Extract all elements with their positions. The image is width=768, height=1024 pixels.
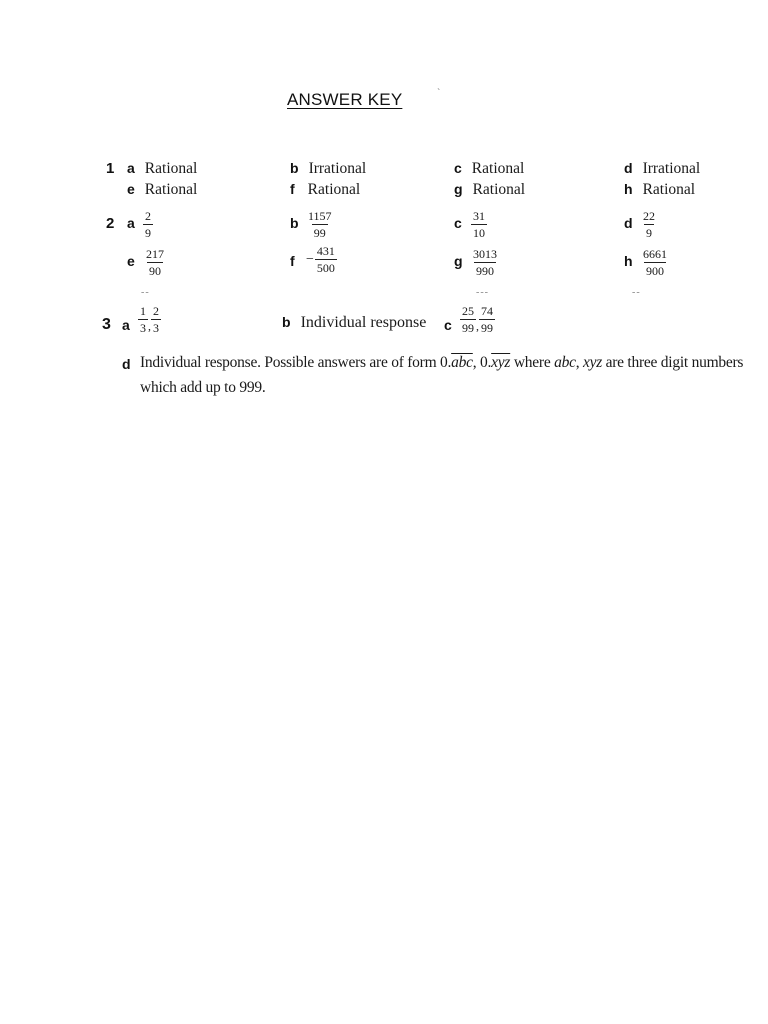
text-segment: where: [510, 354, 555, 371]
fraction: [641, 248, 669, 277]
q2-label-b: b: [290, 215, 299, 231]
q3-item-b: [282, 314, 426, 332]
fraction: [471, 210, 487, 239]
q3-answer-d-line1: [140, 354, 743, 372]
q2-answer-b: [306, 207, 334, 239]
q1-item-c: [454, 160, 524, 178]
fraction: [144, 248, 166, 277]
q3-label-a: a: [122, 317, 130, 333]
q2-answer-c: [471, 207, 487, 239]
denominator: 500: [316, 261, 335, 275]
numerator: 74: [481, 304, 493, 318]
q3-answer-d-line2: which add up to 999.: [140, 379, 266, 396]
repeating-digits: $\overline{abc}$: [451, 354, 473, 371]
denominator: 90: [149, 264, 161, 278]
q2-answer-e: [144, 245, 166, 277]
q1-label-g: g: [454, 181, 463, 197]
q2-label-g: g: [454, 253, 463, 269]
q2-label-c: c: [454, 215, 462, 231]
fraction: [471, 248, 499, 277]
fraction: [138, 305, 148, 334]
denominator: 10: [473, 226, 485, 240]
q2-answer-h: [641, 245, 669, 277]
q1-answer-b: Irrational: [308, 160, 367, 177]
q2-label-a: a: [127, 215, 135, 231]
q2-answer-d: [641, 207, 657, 239]
numerator: 2: [153, 304, 159, 318]
numerator: 25: [462, 304, 474, 318]
q1-label-h: h: [624, 181, 633, 197]
minus-sign: −: [306, 251, 314, 267]
q1-label-b: b: [290, 160, 299, 176]
q1-answer-c: Rational: [471, 160, 525, 177]
q1-answer-a: Rational: [144, 160, 198, 177]
q3-answer-c: [460, 305, 495, 334]
scan-artifact: ---: [476, 287, 489, 298]
q2-label-h: h: [624, 253, 633, 269]
q3-answer-b: Individual response: [300, 314, 427, 331]
q2-answer-a: [143, 207, 153, 239]
text-segment: Individual response. Possible answers are of form 0.: [140, 354, 452, 371]
numerator: 6661: [643, 247, 667, 261]
variable: abc: [554, 354, 576, 371]
numerator: 431: [316, 244, 335, 258]
q1-label-d: d: [624, 160, 633, 176]
denominator: 900: [646, 264, 664, 278]
fraction: [306, 210, 334, 239]
denominator: 99: [462, 321, 474, 335]
q1-label-f: f: [290, 181, 295, 197]
q2-label-e: e: [127, 253, 135, 269]
q2-label-d: d: [624, 215, 633, 231]
denominator: 9: [646, 226, 652, 240]
q3-label-d: d: [122, 356, 131, 372]
denominator: 99: [313, 226, 326, 240]
denominator: 99: [481, 321, 493, 335]
q1-answer-e: Rational: [144, 181, 198, 198]
denominator: 3: [140, 321, 146, 335]
q1-label-e: e: [127, 181, 135, 197]
q1-item-h: [624, 181, 695, 199]
fraction: [479, 305, 495, 334]
denominator: 9: [145, 226, 151, 240]
numerator: 3013: [473, 247, 497, 261]
q3-answer-a: [138, 305, 161, 334]
q1-item-a: [127, 160, 197, 178]
q1-item-f: [290, 181, 360, 199]
numerator: 1: [140, 304, 146, 318]
q1-label-c: c: [454, 160, 462, 176]
fraction: [641, 210, 657, 239]
q1-answer-d: Irrational: [642, 160, 701, 177]
page-title: ANSWER KEY: [287, 90, 403, 109]
separator: ,: [476, 319, 479, 333]
fraction: [460, 305, 476, 334]
question-2-number: 2: [106, 215, 115, 232]
fraction: [315, 245, 337, 274]
numerator: 22: [643, 209, 655, 223]
q2-label-f: f: [290, 253, 295, 269]
numerator: 1157: [308, 209, 332, 223]
q1-item-d: [624, 160, 700, 178]
fraction: [151, 305, 161, 334]
q1-answer-h: Rational: [642, 181, 696, 198]
q1-item-g: [454, 181, 525, 199]
stray-mark: `: [437, 88, 441, 99]
q2-answer-g: [471, 245, 499, 277]
q1-item-b: [290, 160, 366, 178]
question-3-number: 3: [102, 316, 111, 333]
q1-label-a: a: [127, 160, 135, 176]
q1-item-e: [127, 181, 197, 199]
q1-answer-f: Rational: [307, 181, 361, 198]
denominator: 990: [476, 264, 494, 278]
variable: xyz: [582, 354, 603, 371]
q3-label-c: c: [444, 317, 452, 333]
numerator: 2: [145, 209, 151, 223]
numerator: 31: [473, 209, 485, 223]
q3-label-b: b: [282, 314, 291, 330]
scan-artifact: --: [632, 287, 641, 298]
q2-answer-f: [306, 245, 337, 274]
text-segment: , 0.: [472, 354, 492, 371]
q1-answer-g: Rational: [472, 181, 526, 198]
denominator: 3: [153, 321, 159, 335]
text-segment: are three digit numbers: [602, 354, 744, 371]
numerator: 217: [146, 247, 164, 261]
text-segment: ,: [575, 354, 583, 371]
repeating-digits: $\overline{xyz}$: [491, 354, 511, 371]
separator: ,: [148, 319, 151, 333]
scan-artifact: --: [141, 287, 150, 298]
fraction: [143, 210, 153, 239]
question-1-number: 1: [106, 160, 115, 177]
